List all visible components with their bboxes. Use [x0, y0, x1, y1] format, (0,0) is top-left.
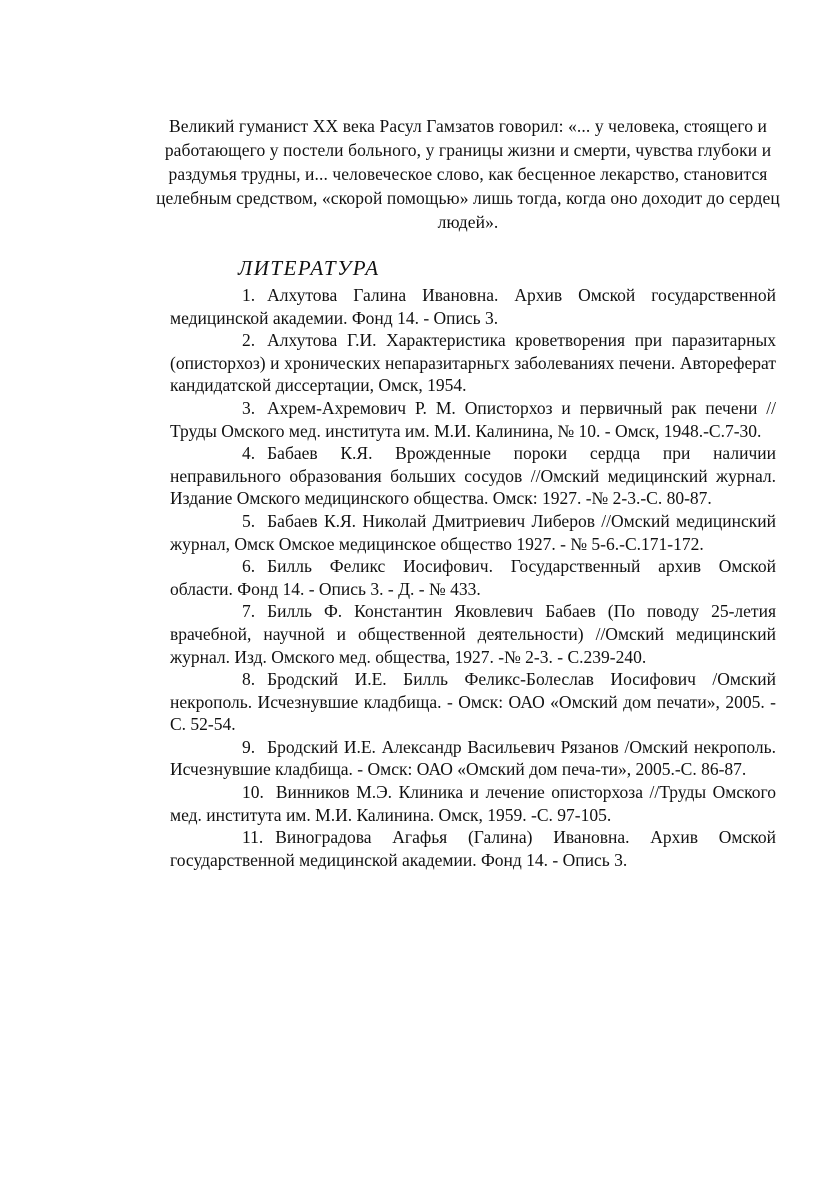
reference-item — [170, 781, 776, 826]
quote-text: Великий гуманист XX века Расул Гамзатов говорил: «... у человека, стоящего и работающего у постели больного, у границы жизни и смерти, чувства глубоки и раздумья трудны, и... человеческое слово, как бесценное лекарство, становится целебным средством, «скорой помощью» лишь тогда, когда оно доходит до сердец людей». — [156, 116, 780, 232]
reference-item — [170, 668, 776, 736]
reference-item — [170, 826, 776, 871]
reference-item — [170, 329, 776, 397]
reference-text: Ахрем-Ахремович Р. М. Описторхоз и первичный рак печени // Труды Омского мед. института им. М.И. Калинина, № 10. - Омск, 1948.-С.7-30. — [170, 397, 776, 441]
reference-number: 6. — [242, 556, 256, 577]
reference-number: 1. — [242, 285, 256, 305]
reference-text: Билль Ф. Константин Яковлевич Бабаев (По поводу 25-летия врачебной, научной и общественной деятельности) //Омский медицинский журнал. Изд. Омского мед. общества, 1927. -№ 2-3. - С.239-240. — [170, 601, 776, 667]
reference-text: Бабаев К.Я. Врожденные пороки сердца при наличии неправильного образования больших сосудов //Омский медицинский журнал. Издание Омского медицинского общества. Омск: 1927. -№ 2-3.-С. 80-87. — [170, 443, 776, 509]
reference-text: Алхутова Г.И. Характеристика кроветворения при паразитарных (описторхоз) и хронических непаразитарньгх заболеваниях печени. Автореферат кандидатской диссертации, Омск, 1954. — [170, 330, 776, 396]
reference-number: 11. — [242, 827, 264, 848]
reference-text: Виноградова Агафья (Галина) Ивановна. Архив Омской государственной медицинской академии. Фонд 14. - Опись 3. — [170, 827, 776, 870]
reference-text: Винников М.Э. Клиника и лечение описторхоза //Труды Омского мед. института им. М.И. Калинина. Омск, 1959. -С. 97-105. — [170, 782, 776, 825]
literature-heading: ЛИТЕРАТУРА — [238, 256, 380, 280]
reference-number: 3. — [242, 397, 256, 418]
reference-number: 4. — [242, 443, 256, 464]
reference-number: 9. — [242, 736, 256, 757]
reference-item — [170, 555, 776, 600]
reference-text: Бродский И.Е. Билль Феликс-Болеслав Иосифович /Омский некрополь. Исчезнувшие кладбища. - Омск: ОАО «Омский дом печати», 2005. - С. 52-54. — [170, 669, 776, 735]
reference-list — [170, 284, 776, 871]
reference-item — [170, 600, 776, 668]
reference-number: 5. — [242, 510, 256, 531]
reference-number: 8. — [242, 669, 256, 690]
reference-item — [170, 442, 776, 510]
epigraph-quote — [150, 114, 786, 234]
reference-item — [170, 510, 776, 555]
reference-number: 2. — [242, 330, 256, 351]
reference-item — [170, 284, 776, 329]
reference-item — [170, 397, 776, 442]
reference-text: Бабаев К.Я. Николай Дмитриевич Либеров //Омский медицинский журнал, Омск Омское медицинское общество 1927. - № 5-6.-С.171-172. — [170, 510, 776, 554]
reference-item — [170, 736, 776, 781]
reference-number: 7. — [242, 601, 256, 622]
reference-text: Алхутова Галина Ивановна. Архив Омской государственной медицинской академии. Фонд 14. - Опись 3. — [170, 285, 776, 328]
reference-number: 10. — [242, 782, 264, 803]
reference-text: Бродский И.Е. Александр Васильевич Рязанов /Омский некрополь. Исчезнувшие кладбища. - Омск: ОАО «Омский дом печа-ти», 2005.-С. 86-87. — [170, 736, 776, 780]
reference-text: Билль Феликс Иосифович. Государственный архив Омской области. Фонд 14. - Опись 3. - Д. - № 433. — [170, 556, 776, 599]
